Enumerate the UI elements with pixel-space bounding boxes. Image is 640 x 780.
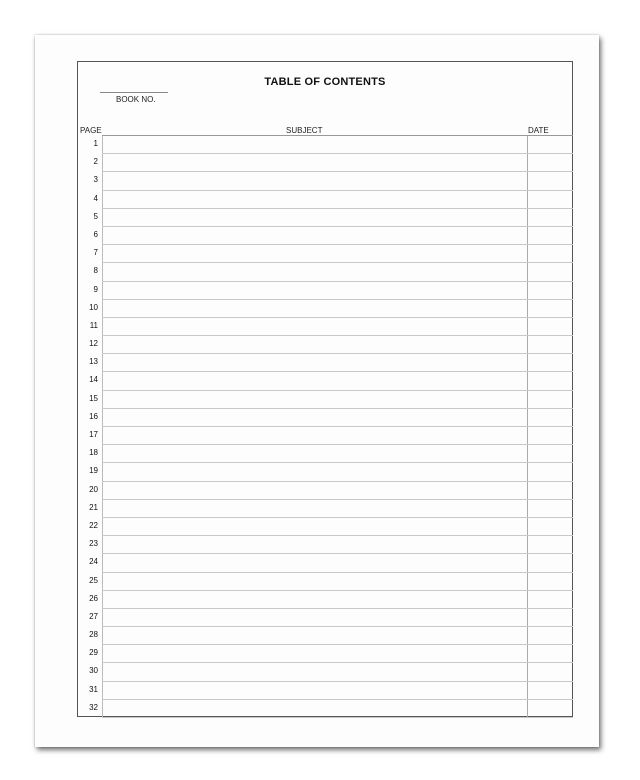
page-number: 11 — [89, 320, 98, 330]
form-frame — [77, 61, 573, 717]
table-row[interactable] — [78, 463, 573, 481]
table-row[interactable] — [78, 391, 573, 409]
page-number: 5 — [93, 211, 98, 221]
page-number: 24 — [89, 557, 98, 567]
page-number: 25 — [89, 575, 98, 585]
table-row[interactable] — [78, 518, 573, 536]
page-number: 21 — [89, 502, 98, 512]
table-row[interactable] — [78, 263, 573, 281]
table-row[interactable] — [78, 336, 573, 354]
table-row[interactable] — [78, 372, 573, 390]
page-number: 17 — [89, 430, 98, 439]
page-number: 29 — [89, 648, 98, 658]
table-row[interactable] — [78, 318, 573, 336]
page-number: 23 — [89, 539, 98, 549]
page-number: 16 — [89, 411, 98, 421]
table-row[interactable] — [78, 573, 573, 591]
book-number-field[interactable] — [100, 92, 168, 93]
row-rule — [102, 717, 573, 718]
table-row[interactable] — [78, 445, 573, 463]
table-row[interactable] — [78, 154, 573, 172]
table-row[interactable] — [78, 482, 573, 500]
table-row[interactable] — [78, 609, 573, 627]
page-number: 20 — [89, 484, 98, 494]
page-number: 8 — [93, 266, 98, 276]
column-header-subject: SUBJECT — [286, 126, 323, 135]
page-number: 28 — [89, 630, 98, 640]
table-row[interactable] — [78, 191, 573, 209]
table-row[interactable] — [78, 627, 573, 645]
table-row[interactable] — [78, 554, 573, 572]
page-number: 10 — [89, 302, 98, 312]
page-number: 15 — [89, 393, 98, 403]
table-row[interactable] — [78, 227, 573, 245]
column-header-date: DATE — [528, 126, 549, 135]
table-row[interactable] — [78, 172, 573, 190]
table-row[interactable] — [78, 282, 573, 300]
column-header-page: PAGE — [80, 126, 102, 135]
page-number: 7 — [93, 248, 98, 258]
page-number: 19 — [89, 466, 98, 476]
page-number: 32 — [89, 702, 98, 712]
table-row[interactable] — [78, 500, 573, 518]
table-row[interactable] — [78, 136, 573, 154]
table-row[interactable] — [78, 645, 573, 663]
page-number: 9 — [93, 284, 98, 294]
page-number: 4 — [93, 193, 98, 203]
table-row[interactable] — [78, 591, 573, 609]
table-row[interactable] — [78, 209, 573, 227]
page-number: 13 — [89, 357, 98, 367]
table-row[interactable] — [78, 300, 573, 318]
page-number: 3 — [93, 175, 98, 185]
page-number: 26 — [89, 593, 98, 603]
page-number: 18 — [89, 448, 98, 458]
table-row[interactable] — [78, 682, 573, 700]
page-number: 14 — [89, 375, 98, 385]
table-row[interactable] — [78, 663, 573, 681]
page-number: 31 — [89, 684, 98, 694]
table-row[interactable] — [78, 427, 573, 445]
page-number: 27 — [89, 611, 98, 621]
table-row[interactable] — [78, 354, 573, 372]
page-number: 30 — [89, 666, 98, 676]
contents-table — [89, 135, 573, 718]
paper-sheet — [35, 35, 599, 747]
table-row[interactable] — [78, 409, 573, 427]
page-number: 12 — [89, 339, 98, 349]
book-number-label: BOOK NO. — [116, 95, 156, 104]
page-number: 2 — [93, 157, 98, 167]
page-number: 6 — [93, 229, 98, 239]
page-number: 22 — [89, 520, 98, 530]
form-title: TABLE OF CONTENTS — [264, 76, 386, 88]
table-row[interactable] — [78, 700, 573, 718]
table-row[interactable] — [78, 536, 573, 554]
page-number: 1 — [93, 139, 98, 148]
table-row[interactable] — [78, 245, 573, 263]
